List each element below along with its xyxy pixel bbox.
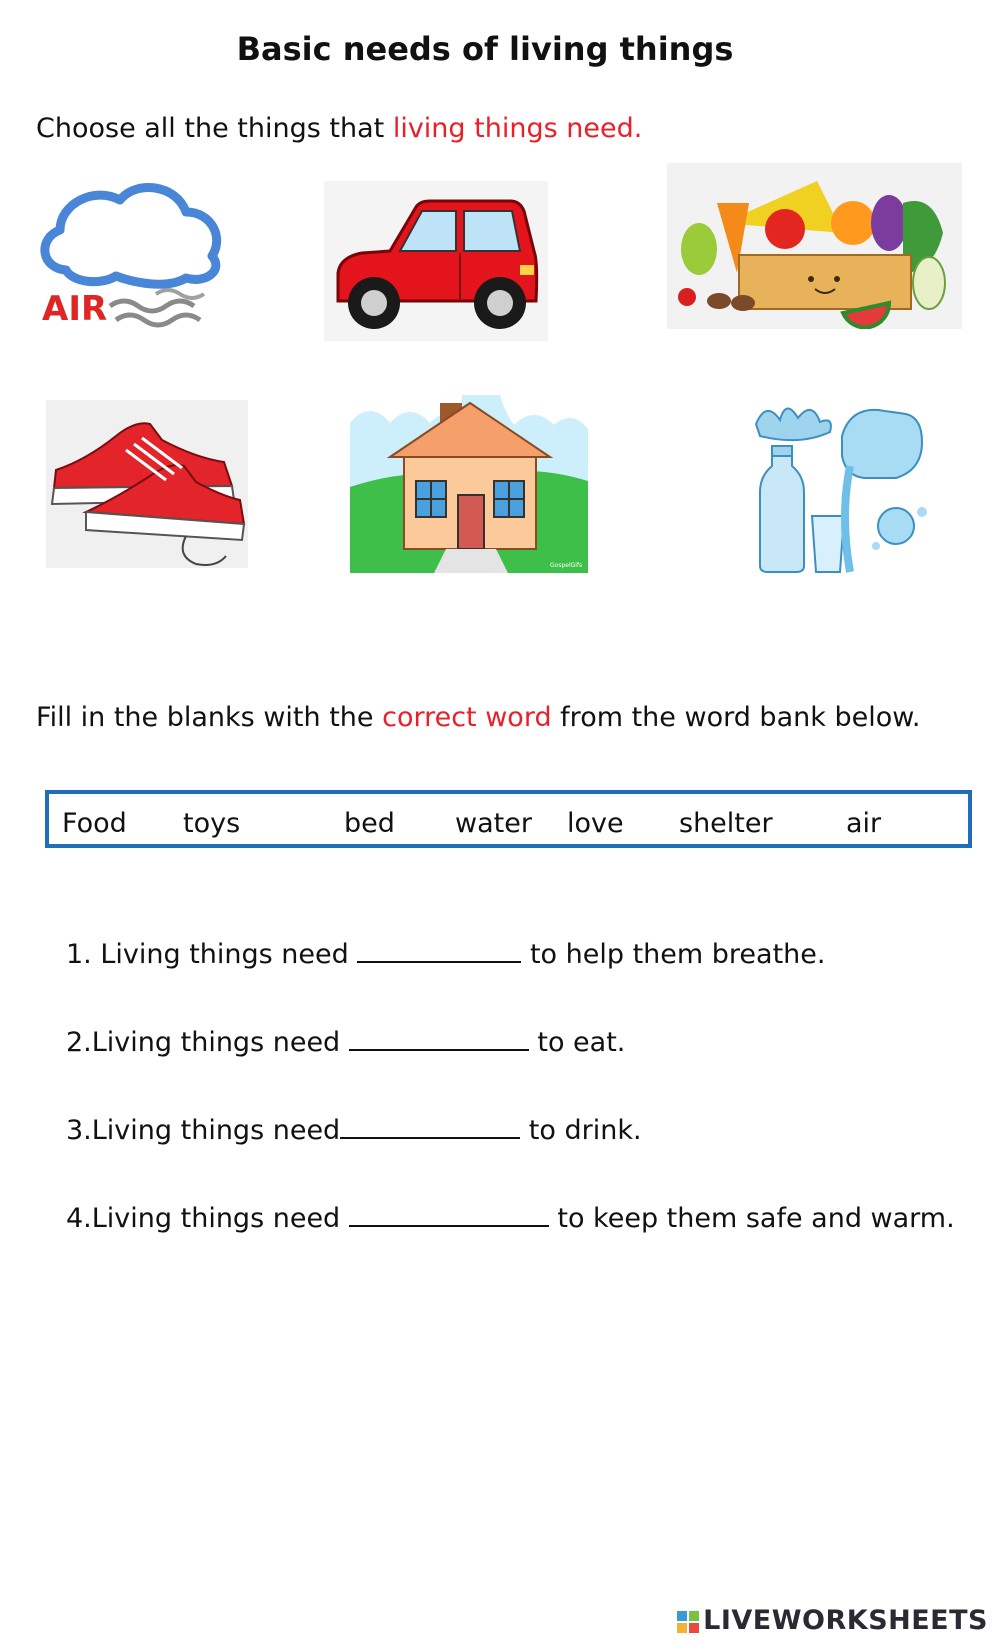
instruction-choose-text: Choose all the things that [36,113,393,144]
word-bank-item[interactable]: toys [183,808,241,839]
liveworksheets-logo-icon [677,1611,699,1633]
question-3-suffix: to drink. [520,1115,642,1146]
question-3 [66,1113,642,1146]
question-1-suffix: to help them breathe. [521,939,826,970]
instruction-choose [36,113,642,144]
answer-blank-3[interactable] [340,1113,520,1139]
instruction-choose-highlight: living things need. [392,113,643,144]
footer-brand-text: LIVEWORKSHEETS [703,1605,988,1636]
word-bank [45,790,972,848]
instruction-fill-text-before: Fill in the blanks with the [36,702,383,733]
word-bank-item[interactable]: Food [62,808,127,839]
air-picture-label: AIR [42,289,108,329]
word-bank-item[interactable]: air [846,808,882,839]
instruction-fill-highlight: correct word [382,702,552,733]
air-picture[interactable] [36,178,226,338]
answer-blank-1[interactable] [357,937,521,963]
question-1-prefix: 1. Living things need [66,939,358,970]
question-3-prefix: 3.Living things need [66,1115,341,1146]
word-bank-item[interactable]: water [455,808,532,839]
question-2-suffix: to eat. [528,1027,626,1058]
page-title: Basic needs of living things [236,30,734,68]
house-picture-credit: GospelGifs [550,562,583,569]
footer-brand[interactable] [677,1605,988,1636]
word-bank-item[interactable]: love [567,808,624,839]
question-2-prefix: 2.Living things need [66,1027,349,1058]
word-bank-item[interactable]: shelter [679,808,773,839]
question-1 [66,937,825,970]
food-picture[interactable] [667,163,962,329]
question-2 [66,1025,625,1058]
word-bank-item[interactable]: bed [344,808,395,839]
instruction-fill [36,702,920,733]
answer-blank-4[interactable] [349,1201,549,1227]
question-4-suffix: to keep them safe and warm. [548,1203,955,1234]
car-picture[interactable] [324,181,548,341]
instruction-fill-text-after: from the word bank below. [551,702,921,733]
question-4-prefix: 4.Living things need [66,1203,349,1234]
shoes-picture[interactable] [46,400,248,568]
answer-blank-2[interactable] [349,1025,529,1051]
house-picture[interactable] [350,395,588,573]
question-4 [66,1201,955,1234]
water-picture[interactable] [746,396,936,574]
